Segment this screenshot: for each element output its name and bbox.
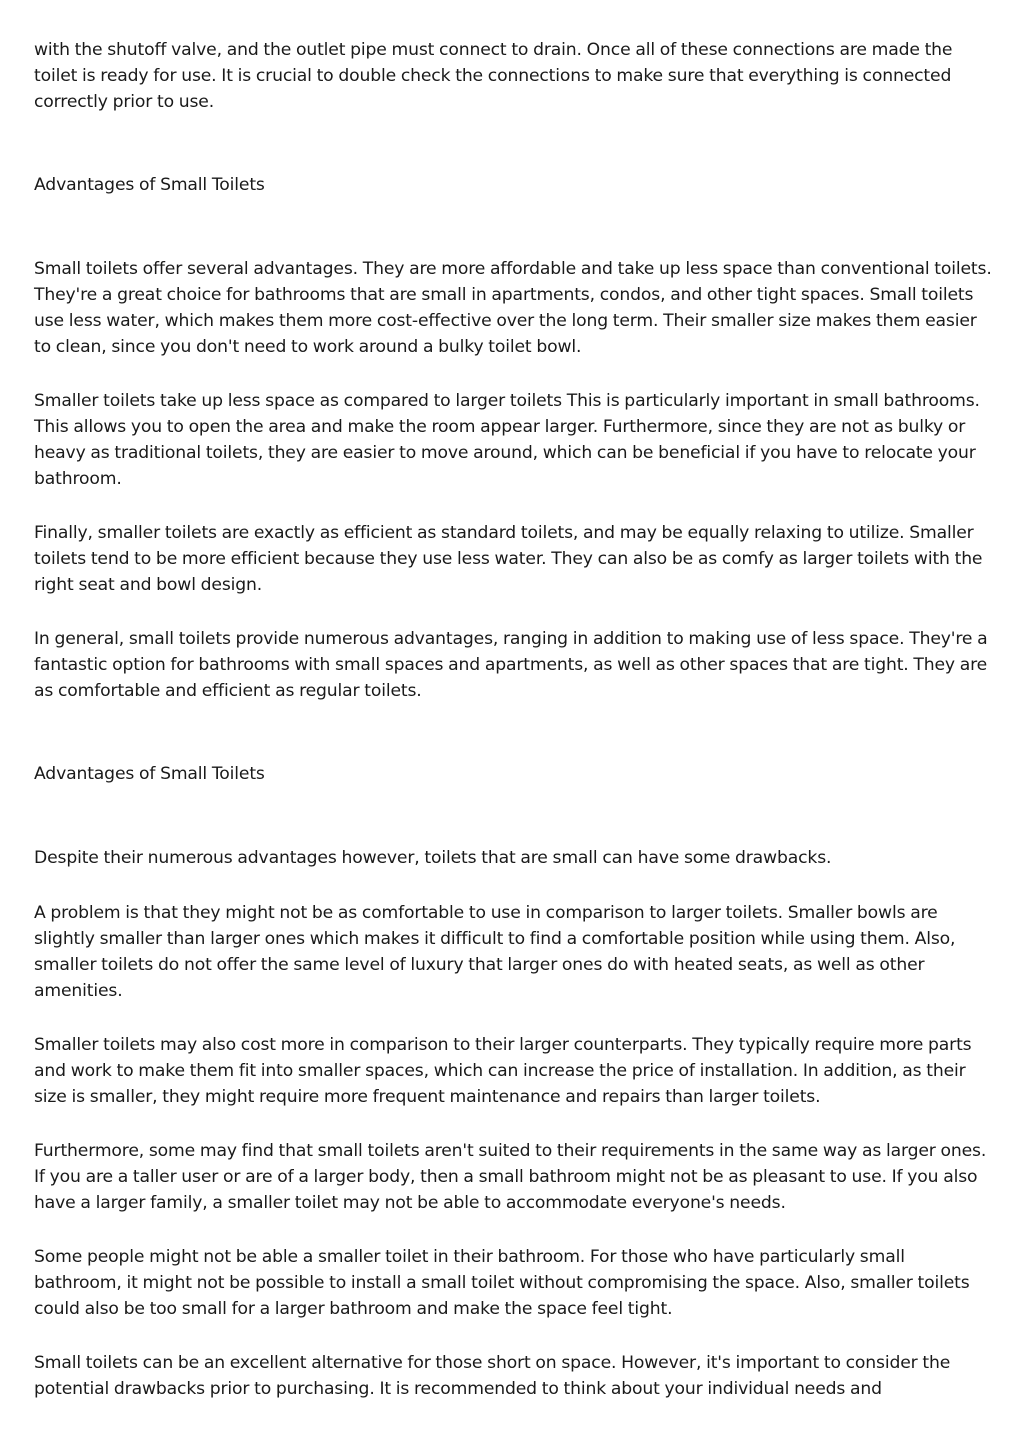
paragraph-general-advantages: In general, small toilets provide numerous advantages, ranging in addition to making use of less space. They're a fantastic option for bathrooms with small spaces and apartments, as well as other spaces that are tight. They are as comfortable and efficient as regular toilets. [34, 629, 988, 701]
section-heading-advantages: Advantages of Small Toilets [34, 175, 265, 195]
section-heading-advantages-second: Advantages of Small Toilets [34, 764, 265, 784]
paragraph-conclusion: Small toilets can be an excellent alternative for those short on space. However, it's important to consider the potential drawbacks prior to purchasing. It is recommended to think about your individual needs and [34, 1353, 951, 1399]
paragraph-requirements: Furthermore, some may find that small toilets aren't suited to their requirements in the same way as larger ones. If you are a taller user or are of a larger body, then a small bathroom might not be as pleasant to use. If you also have a larger family, a smaller toilet may not be able to accommodate everyone's needs. [34, 1141, 987, 1213]
paragraph-small-toilets-advantages: Small toilets offer several advantages. They are more affordable and take up less space than conventional toilets. They're a great choice for bathrooms that are small in apartments, condos, and other tight spaces. Small toilets use less water, which makes them more cost-effective over the long term. Their smaller size makes them easier to clean, since you don't need to work around a bulky toilet bowl. [34, 259, 992, 357]
paragraph-drawbacks-intro: Despite their numerous advantages however, toilets that are small can have some drawbacks. [34, 848, 832, 868]
paragraph-cost: Smaller toilets may also cost more in comparison to their larger counterparts. They typically require more parts and work to make them fit into smaller spaces, which can increase the price of installation. In addition, as their size is smaller, they might require more frequent maintenance and repairs than larger toilets. [34, 1035, 972, 1107]
paragraph-comfort-problem: A problem is that they might not be as comfortable to use in comparison to larger toilets. Smaller bowls are slightly smaller than larger ones which makes it difficult to find a comfortable position while using them. Also, smaller toilets do not offer the same level of luxury that larger ones do with heated seats, as well as other amenities. [34, 903, 956, 1001]
intro-paragraph: with the shutoff valve, and the outlet pipe must connect to drain. Once all of these connections are made the toilet is ready for use. It is crucial to double check the connections to make sure that everything is connected correctly prior to use. [34, 40, 953, 112]
paragraph-fit-bathroom: Some people might not be able a smaller toilet in their bathroom. For those who have particularly small bathroom, it might not be possible to install a small toilet without compromising the space. Also, smaller toilets could also be too small for a larger bathroom and make the space feel tight. [34, 1247, 970, 1319]
paragraph-less-space: Smaller toilets take up less space as compared to larger toilets This is particularly important in small bathrooms. This allows you to open the area and make the room appear larger. Furthermore, since they are not as bulky or heavy as traditional toilets, they are easier to move around, which can be beneficial if you have to relocate your bathroom. [34, 391, 980, 489]
paragraph-efficiency: Finally, smaller toilets are exactly as efficient as standard toilets, and may be equally relaxing to utilize. Smaller toilets tend to be more efficient because they use less water. They can also be as comfy as larger toilets with the right seat and bowl design. [34, 523, 983, 595]
